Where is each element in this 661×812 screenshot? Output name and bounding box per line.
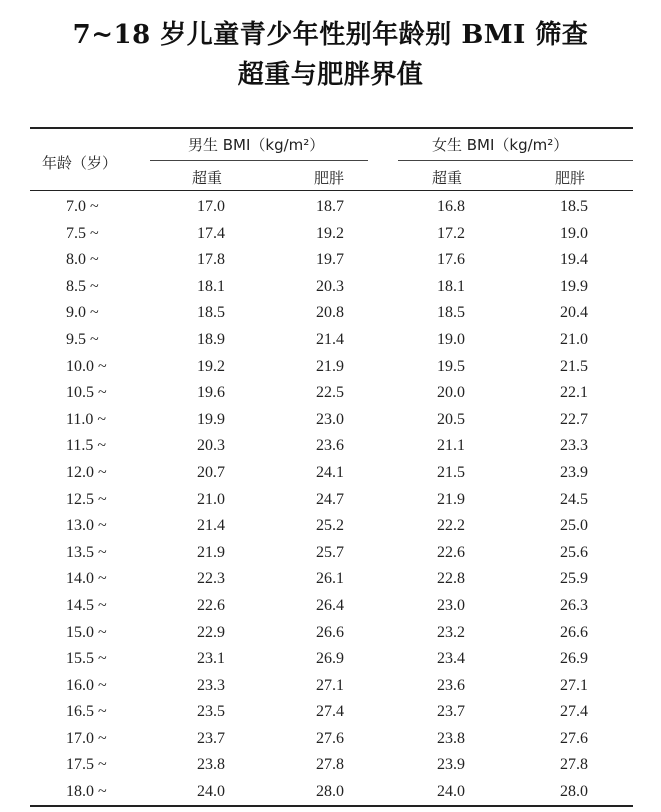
age-cell: 14.5 ~ xyxy=(66,596,107,614)
female-obese-cell: 19.9 xyxy=(560,277,588,295)
female-overweight-cell: 20.0 xyxy=(437,384,465,402)
male-obese-cell: 20.8 xyxy=(316,304,344,322)
table-row xyxy=(0,728,661,755)
male-overweight-cell: 18.5 xyxy=(197,304,225,322)
female-obese-cell: 19.0 xyxy=(560,224,588,242)
female-overweight-cell: 17.2 xyxy=(437,224,465,242)
table-row xyxy=(0,276,661,303)
age-cell: 11.5 ~ xyxy=(66,437,107,455)
age-cell: 9.0 ~ xyxy=(66,304,99,322)
male-obese-cell: 27.1 xyxy=(316,676,344,694)
female-obese-cell: 25.9 xyxy=(560,570,588,588)
female-overweight-cell: 20.5 xyxy=(437,410,465,428)
female-obese-cell: 28.0 xyxy=(560,783,588,801)
male-obese-cell: 23.0 xyxy=(316,410,344,428)
male-obese-cell: 25.7 xyxy=(316,543,344,561)
female-overweight-cell: 21.1 xyxy=(437,437,465,455)
female-obese-cell: 23.9 xyxy=(560,463,588,481)
table-row xyxy=(0,435,661,462)
female-obese-cell: 26.6 xyxy=(560,623,588,641)
female-overweight-cell: 23.0 xyxy=(437,596,465,614)
table-row xyxy=(0,489,661,516)
table-title-line-2: 超重与肥胖界值 xyxy=(237,60,424,90)
male-overweight-cell: 23.3 xyxy=(197,676,225,694)
female-obese-cell: 21.0 xyxy=(560,330,588,348)
female-obese-cell: 25.6 xyxy=(560,543,588,561)
male-obese-cell: 21.9 xyxy=(316,357,344,375)
table-row xyxy=(0,249,661,276)
male-obese-cell: 26.4 xyxy=(316,596,344,614)
female-overweight-cell: 23.7 xyxy=(437,703,465,721)
female-overweight-cell: 24.0 xyxy=(437,783,465,801)
table-row xyxy=(0,568,661,595)
female-obese-cell: 27.8 xyxy=(560,756,588,774)
female-obese-cell: 23.3 xyxy=(560,437,588,455)
female-obese-cell: 25.0 xyxy=(560,517,588,535)
male-overweight-cell: 21.9 xyxy=(197,543,225,561)
age-cell: 17.5 ~ xyxy=(66,756,107,774)
table-header-rule xyxy=(30,190,633,191)
female-overweight-cell: 23.4 xyxy=(437,650,465,668)
female-obese-cell: 26.3 xyxy=(560,596,588,614)
female-obese-cell: 27.6 xyxy=(560,729,588,747)
female-overweight-cell: 18.1 xyxy=(437,277,465,295)
male-obese-cell: 26.9 xyxy=(316,650,344,668)
male-overweight-cell: 21.0 xyxy=(197,490,225,508)
age-cell: 13.5 ~ xyxy=(66,543,107,561)
age-cell: 13.0 ~ xyxy=(66,517,107,535)
male-overweight-cell: 19.6 xyxy=(197,384,225,402)
male-overweight-cell: 22.9 xyxy=(197,623,225,641)
male-obese-cell: 19.2 xyxy=(316,224,344,242)
male-overweight-cell: 20.7 xyxy=(197,463,225,481)
female-overweight-cell: 19.0 xyxy=(437,330,465,348)
male-overweight-cell: 21.4 xyxy=(197,517,225,535)
male-obese-cell: 26.6 xyxy=(316,623,344,641)
table-row xyxy=(0,754,661,781)
age-cell: 11.0 ~ xyxy=(66,410,107,428)
age-cell: 9.5 ~ xyxy=(66,330,99,348)
age-cell: 8.5 ~ xyxy=(66,277,99,295)
female-obese-cell: 27.1 xyxy=(560,676,588,694)
table-row xyxy=(0,382,661,409)
age-cell: 7.5 ~ xyxy=(66,224,99,242)
female-overweight-cell: 21.5 xyxy=(437,463,465,481)
female-overweight-cell: 23.8 xyxy=(437,729,465,747)
female-overweight-cell: 23.2 xyxy=(437,623,465,641)
table-row xyxy=(0,302,661,329)
age-cell: 7.0 ~ xyxy=(66,198,99,215)
female-obese-cell: 24.5 xyxy=(560,490,588,508)
age-cell: 18.0 ~ xyxy=(66,783,107,801)
male-obese-cell: 23.6 xyxy=(316,437,344,455)
male-obese-cell: 20.3 xyxy=(316,277,344,295)
male-overweight-cell: 23.5 xyxy=(197,703,225,721)
male-overweight-cell: 17.8 xyxy=(197,251,225,269)
female-overweight-cell: 16.8 xyxy=(437,198,465,215)
male-obese-cell: 27.8 xyxy=(316,756,344,774)
female-overweight-cell: 21.9 xyxy=(437,490,465,508)
male-overweight-cell: 23.1 xyxy=(197,650,225,668)
female-overweight-cell: 19.5 xyxy=(437,357,465,375)
male-obese-cell: 27.6 xyxy=(316,729,344,747)
header-female-bmi: 女生 BMI（kg/m²） xyxy=(432,136,569,154)
table-row xyxy=(0,622,661,649)
table-row xyxy=(0,356,661,383)
table-row xyxy=(0,675,661,702)
male-overweight-cell: 22.3 xyxy=(197,570,225,588)
male-overweight-cell: 19.2 xyxy=(197,357,225,375)
header-male-obese: 肥胖 xyxy=(314,169,345,187)
female-obese-cell: 21.5 xyxy=(560,357,588,375)
female-obese-cell: 19.4 xyxy=(560,251,588,269)
male-obese-cell: 22.5 xyxy=(316,384,344,402)
female-obese-cell: 20.4 xyxy=(560,304,588,322)
table-row xyxy=(0,196,661,223)
male-overweight-cell: 24.0 xyxy=(197,783,225,801)
male-obese-cell: 26.1 xyxy=(316,570,344,588)
age-cell: 10.0 ~ xyxy=(66,357,107,375)
table-row xyxy=(0,781,661,808)
female-obese-cell: 27.4 xyxy=(560,703,588,721)
male-overweight-cell: 17.0 xyxy=(197,198,225,215)
table-title-line-1: 7~18 岁儿童青少年性别年龄别 BMI 筛查 xyxy=(72,20,589,50)
table-row xyxy=(0,409,661,436)
male-obese-cell: 24.1 xyxy=(316,463,344,481)
female-overweight-cell: 22.8 xyxy=(437,570,465,588)
female-obese-cell: 22.7 xyxy=(560,410,588,428)
header-age: 年龄（岁） xyxy=(42,154,118,172)
male-header-underline xyxy=(150,160,368,161)
male-overweight-cell: 20.3 xyxy=(197,437,225,455)
age-cell: 16.5 ~ xyxy=(66,703,107,721)
age-cell: 15.5 ~ xyxy=(66,650,107,668)
male-obese-cell: 28.0 xyxy=(316,783,344,801)
female-overweight-cell: 18.5 xyxy=(437,304,465,322)
male-obese-cell: 19.7 xyxy=(316,251,344,269)
table-row xyxy=(0,462,661,489)
female-header-underline xyxy=(398,160,633,161)
male-obese-cell: 27.4 xyxy=(316,703,344,721)
age-cell: 15.0 ~ xyxy=(66,623,107,641)
header-male-bmi: 男生 BMI（kg/m²） xyxy=(188,136,325,154)
female-overweight-cell: 22.2 xyxy=(437,517,465,535)
table-row xyxy=(0,515,661,542)
female-obese-cell: 26.9 xyxy=(560,650,588,668)
table-row xyxy=(0,648,661,675)
age-cell: 12.5 ~ xyxy=(66,490,107,508)
header-male-overweight: 超重 xyxy=(192,169,223,187)
male-overweight-cell: 18.9 xyxy=(197,330,225,348)
age-cell: 12.0 ~ xyxy=(66,463,107,481)
female-overweight-cell: 23.9 xyxy=(437,756,465,774)
female-obese-cell: 18.5 xyxy=(560,198,588,215)
female-overweight-cell: 17.6 xyxy=(437,251,465,269)
male-obese-cell: 24.7 xyxy=(316,490,344,508)
age-cell: 14.0 ~ xyxy=(66,570,107,588)
table-row xyxy=(0,542,661,569)
table-body xyxy=(0,196,661,808)
table-row xyxy=(0,329,661,356)
male-obese-cell: 25.2 xyxy=(316,517,344,535)
header-female-overweight: 超重 xyxy=(432,169,463,187)
male-overweight-cell: 22.6 xyxy=(197,596,225,614)
male-overweight-cell: 23.8 xyxy=(197,756,225,774)
male-overweight-cell: 18.1 xyxy=(197,277,225,295)
male-obese-cell: 18.7 xyxy=(316,198,344,215)
female-overweight-cell: 22.6 xyxy=(437,543,465,561)
male-obese-cell: 21.4 xyxy=(316,330,344,348)
age-cell: 10.5 ~ xyxy=(66,384,107,402)
age-cell: 17.0 ~ xyxy=(66,729,107,747)
table-top-rule xyxy=(30,127,633,129)
header-female-obese: 肥胖 xyxy=(555,169,586,187)
female-overweight-cell: 23.6 xyxy=(437,676,465,694)
age-cell: 8.0 ~ xyxy=(66,251,99,269)
male-overweight-cell: 17.4 xyxy=(197,224,225,242)
male-overweight-cell: 23.7 xyxy=(197,729,225,747)
table-row xyxy=(0,701,661,728)
age-cell: 16.0 ~ xyxy=(66,676,107,694)
table-row xyxy=(0,595,661,622)
female-obese-cell: 22.1 xyxy=(560,384,588,402)
table-row xyxy=(0,223,661,250)
male-overweight-cell: 19.9 xyxy=(197,410,225,428)
